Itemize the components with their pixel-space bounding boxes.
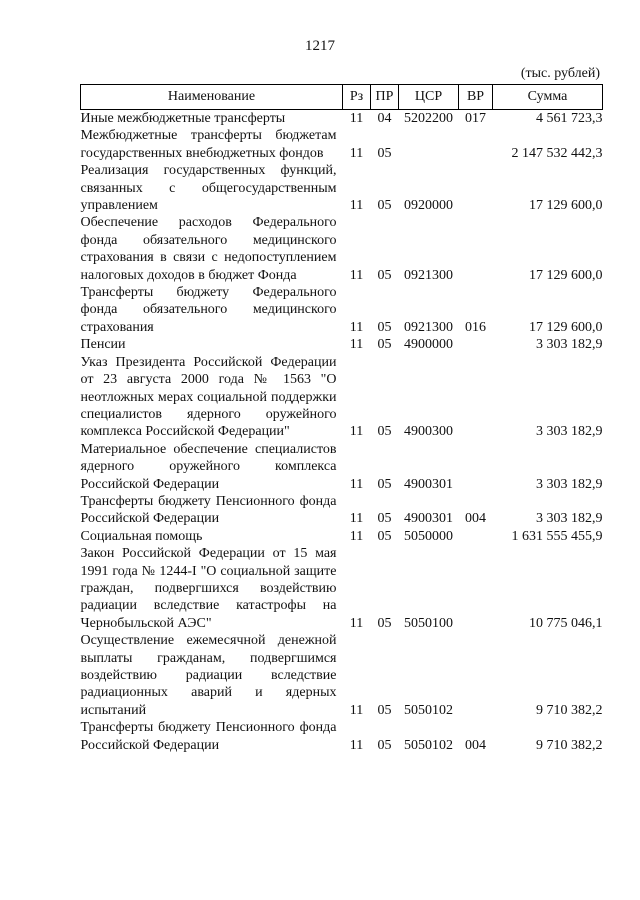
row-pr: 05 (377, 476, 392, 492)
row-csr: 4900300 (404, 424, 453, 440)
column-header-sum: Сумма (493, 85, 603, 110)
row-name: Обеспечение расходов Федерального фонда обязательного медицинского страхования в связи с недопоступлением налоговых доходов в бюджет Фонда (80, 215, 337, 283)
row-sum: 10 775 046,1 (529, 615, 603, 631)
column-header-rz: Рз (343, 85, 371, 110)
row-pr: 05 (377, 615, 392, 631)
row-rz: 11 (349, 737, 364, 753)
row-rz: 11 (349, 476, 364, 492)
row-csr: 5050100 (404, 615, 453, 631)
row-sum: 9 710 382,2 (536, 737, 603, 753)
row-csr: 5050102 (404, 737, 453, 753)
table-body (81, 110, 603, 755)
row-pr: 04 (377, 111, 392, 126)
row-sum: 3 303 182,9 (536, 511, 603, 527)
budget-table (80, 84, 603, 754)
row-sum: 3 303 182,9 (536, 424, 603, 440)
page-number: 1217 (305, 38, 335, 54)
row-vr (459, 528, 493, 545)
row-rz: 11 (349, 319, 364, 335)
row-name: Трансферты бюджету Пенсионного фонда Российской Федерации (80, 493, 337, 527)
row-pr: 05 (377, 198, 392, 214)
row-vr: 004 (465, 737, 486, 753)
row-sum: 2 147 532 442,3 (511, 145, 603, 161)
row-rz: 11 (349, 615, 364, 631)
row-name: Реализация государственных функций, связанных с общегосударственным управлением (80, 163, 337, 214)
row-name: Указ Президента Российской Федерации от 23 августа 2000 года № 1563 "О неотложных мерах социальной поддержки специалистов ядерного оружейного комплекса Российской Федерации" (80, 354, 337, 440)
row-pr: 05 (377, 511, 392, 527)
row-rz: 11 (349, 702, 364, 718)
row-name: Социальная помощь (80, 528, 203, 544)
row-sum: 9 710 382,2 (536, 702, 603, 718)
row-csr: 0921300 (404, 319, 453, 335)
row-sum: 3 303 182,9 (536, 476, 603, 492)
row-csr (399, 127, 459, 162)
row-rz: 11 (349, 424, 364, 440)
table-row (81, 284, 603, 336)
table-row (81, 336, 603, 353)
row-csr: 4900301 (404, 511, 453, 527)
row-rz: 11 (349, 337, 364, 353)
row-name: Иные межбюджетные трансферты (80, 111, 286, 126)
row-name: Трансферты бюджету Федерального фонда обязательного медицинского страхования (80, 285, 337, 335)
column-header-vr: ВР (459, 85, 493, 110)
table-row (81, 528, 603, 545)
row-pr: 05 (377, 528, 392, 544)
row-pr: 05 (377, 424, 392, 440)
table-row (81, 493, 603, 528)
table-row (81, 354, 603, 441)
row-pr: 05 (377, 337, 392, 353)
row-rz: 11 (349, 511, 364, 527)
column-header-csr: ЦСР (399, 85, 459, 110)
row-csr: 4900301 (404, 476, 453, 492)
row-rz: 11 (349, 267, 364, 283)
row-vr (459, 127, 493, 162)
table-header-row (81, 85, 603, 110)
row-vr (459, 441, 493, 493)
row-name: Трансферты бюджету Пенсионного фонда Российской Федерации (80, 720, 337, 753)
units-label: (тыс. рублей) (520, 66, 600, 81)
table-row (81, 719, 603, 754)
table-row (81, 214, 603, 284)
row-sum: 1 631 555 455,9 (511, 528, 603, 544)
row-csr: 0921300 (404, 267, 453, 283)
row-vr (459, 354, 493, 441)
row-vr: 004 (465, 511, 486, 527)
row-name: Материальное обеспечение специалистов ядерного оружейного комплекса Российской Федерации (80, 441, 337, 492)
row-csr: 4900000 (404, 337, 453, 353)
row-vr: 016 (465, 319, 486, 335)
row-name: Пенсии (80, 337, 126, 353)
row-pr: 05 (377, 319, 392, 335)
row-sum: 4 561 723,3 (536, 111, 603, 126)
row-rz: 11 (349, 528, 364, 544)
row-name: Закон Российской Федерации от 15 мая 1991 года № 1244-I "О социальной защите граждан, подвергшихся воздействию радиации вследствие катастрофы на Чернобыльской АЭС" (80, 546, 337, 631)
row-vr (459, 545, 493, 632)
row-vr (459, 336, 493, 353)
table-row (81, 127, 603, 162)
row-sum: 3 303 182,9 (536, 337, 603, 353)
table-row (81, 545, 603, 632)
row-vr (459, 632, 493, 719)
row-name: Осуществление ежемесячной денежной выплаты гражданам, подвергшимся воздействию радиации вследствие радиационных аварий и ядерных испытаний (80, 633, 337, 718)
row-rz: 11 (349, 145, 364, 161)
row-pr: 05 (377, 145, 392, 161)
row-pr: 05 (377, 737, 392, 753)
row-csr: 5202200 (404, 111, 453, 126)
row-sum: 17 129 600,0 (529, 267, 603, 283)
table-row (81, 162, 603, 214)
row-rz: 11 (349, 111, 364, 126)
row-name: Межбюджетные трансферты бюджетам государственных внебюджетных фондов (80, 128, 337, 161)
row-vr (459, 214, 493, 284)
column-header-pr: ПР (371, 85, 399, 110)
column-header-name: Наименование (81, 85, 343, 110)
row-rz: 11 (349, 198, 364, 214)
row-csr: 0920000 (404, 198, 453, 214)
row-pr: 05 (377, 267, 392, 283)
table-row (81, 110, 603, 128)
table-row (81, 632, 603, 719)
row-csr: 5050000 (404, 528, 453, 544)
table-row (81, 441, 603, 493)
row-pr: 05 (377, 702, 392, 718)
row-csr: 5050102 (404, 702, 453, 718)
row-sum: 17 129 600,0 (529, 198, 603, 214)
row-sum: 17 129 600,0 (529, 319, 603, 335)
row-vr: 017 (465, 111, 486, 126)
row-vr (459, 162, 493, 214)
